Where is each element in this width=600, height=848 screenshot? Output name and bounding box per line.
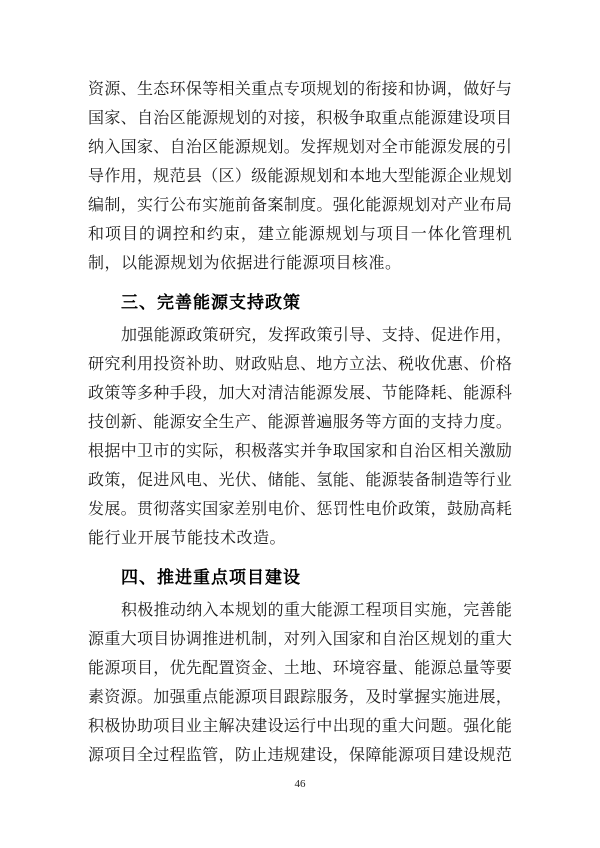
- text-line: 源 项 目 全 过 程 监 管 ， 防 止 违 规 建 设 ， 保 障 能 源 项 目 建 设 规 范: [88, 747, 512, 764]
- text-line: 积 极 推 动 纳 入 本 规 划 的 重 大 能 源 工 程 项 目 实 施 ， 完 善 能: [121, 602, 512, 619]
- text-line: 政 策 ， 促 进 风 电 、 光 伏 、 储 能 、 氢 能 、 能 源 装 备 制 造 等 行 业: [88, 472, 512, 489]
- text-line: 能 源 项 目 ， 优 先 配 置 资 金 、 土 地 、 环 境 容 量 、 能 源 总 量 等 要: [88, 660, 512, 677]
- paragraph: [88, 596, 512, 770]
- paragraph: [88, 75, 512, 278]
- text-line: 技 创 新 、 能 源 安 全 生 产 、 能 源 普 遍 服 务 等 方 面 的 支 持 力 度 。: [88, 414, 512, 431]
- text-line: 资 源 、 生 态 环 保 等 相 关 重 点 专 项 规 划 的 衔 接 和 协 调 ， 做 好 与: [88, 81, 512, 98]
- paragraph: [88, 321, 512, 553]
- text-line: 和 项 目 的 调 控 和 约 束 ， 建 立 能 源 规 划 与 项 目 一 体 化 管 理 机: [88, 226, 512, 243]
- page-number: 46: [294, 778, 306, 790]
- text-line: 素 资 源 。 加 强 重 点 能 源 项 目 跟 踪 服 务 ， 及 时 掌 握 实 施 进 展 ，: [88, 689, 512, 706]
- section-heading: 四、推进重点项目建设: [121, 568, 301, 587]
- text-line: 发 展 。 贯 彻 落 实 国 家 差 别 电 价 、 惩 罚 性 电 价 政 策 ， 鼓 励 高 耗: [88, 501, 512, 518]
- text-line: 制，以能源规划为依据进行能源项目核准。: [88, 255, 402, 272]
- text-line: 根 据 中 卫 市 的 实 际 ， 积 极 落 实 并 争 取 国 家 和 自 治 区 相 关 激 励: [88, 443, 512, 460]
- text-line: 加 强 能 源 政 策 研 究 ， 发 挥 政 策 引 导 、 支 持 、 促 进 作 用 ，: [121, 327, 512, 344]
- text-line: 纳 入 国 家 、 自 治 区 能 源 规 划 。 发 挥 规 划 对 全 市 能 源 发 展 的 引: [88, 139, 512, 156]
- section-heading: 三、完善能源支持政策: [121, 293, 301, 312]
- text-line: 研 究 利 用 投 资 补 助 、 财 政 贴 息 、 地 方 立 法 、 税 收 优 惠 、 价 格: [88, 356, 512, 373]
- text-line: 能行业开展节能技术改造。: [88, 530, 287, 547]
- text-line: 源 重 大 项 目 协 调 推 进 机 制 ， 对 列 入 国 家 和 自 治 区 规 划 的 重 大: [88, 631, 512, 648]
- text-line: 积 极 协 助 项 目 业 主 解 决 建 设 运 行 中 出 现 的 重 大 问 题 。 强 化 能: [88, 718, 512, 735]
- text-line: 编 制 ， 实 行 公 布 实 施 前 备 案 制 度 。 强 化 能 源 规 划 对 产 业 布 局: [88, 197, 512, 214]
- text-line: 导 作 用 ， 规 范 县 （ 区 ） 级 能 源 规 划 和 本 地 大 型 能 源 企 业 规 划: [88, 168, 512, 185]
- text-line: 国 家 、 自 治 区 能 源 规 划 的 对 接 ， 积 极 争 取 重 点 能 源 建 设 项 目: [88, 110, 512, 127]
- text-content: [88, 75, 512, 770]
- text-line: 政 策 等 多 种 手 段 ， 加 大 对 清 洁 能 源 发 展 、 节 能 降 耗 、 能 源 科: [88, 385, 512, 402]
